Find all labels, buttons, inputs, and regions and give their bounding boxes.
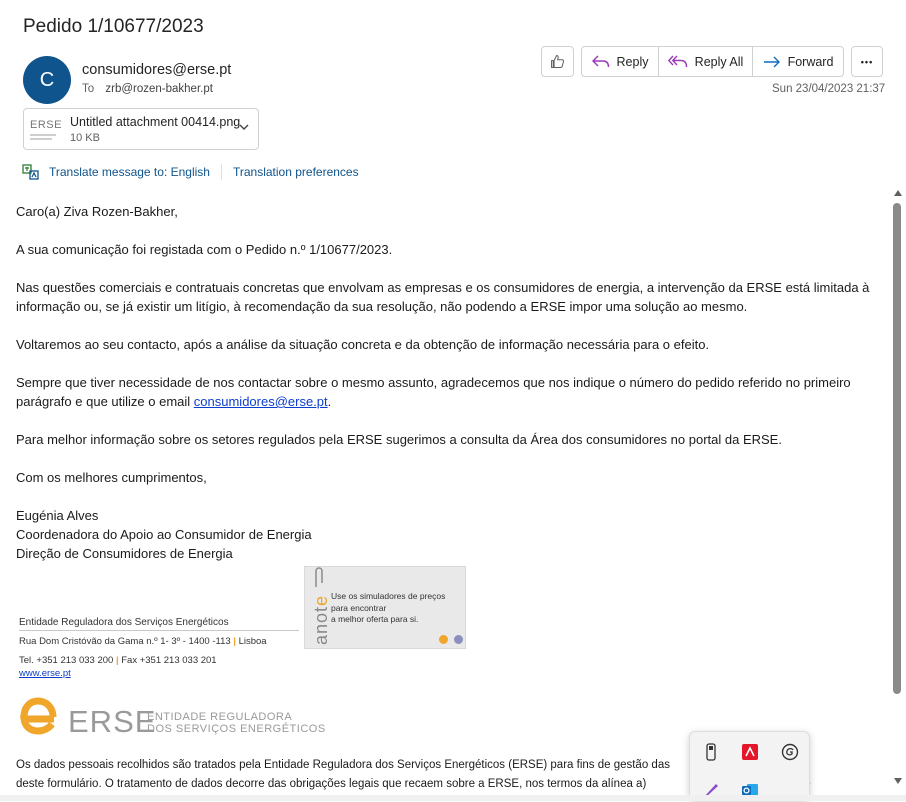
signature-department: Direção de Consumidores de Energia <box>16 546 233 561</box>
more-actions-button[interactable] <box>851 46 883 77</box>
paperclip-icon <box>313 565 325 589</box>
like-button[interactable] <box>541 46 574 77</box>
grammarly-icon[interactable] <box>778 740 802 764</box>
reply-all-icon <box>668 55 688 69</box>
chevron-down-icon[interactable] <box>238 121 250 133</box>
body-paragraph: Nas questões comerciais e contratuais concretas que envolvam as empresas e os consumidores de energia, a intervenção da ERSE está limitada à informação ou, se já existir um litígio, à recomendação da sua resolução, não podendo a ERSE impor uma solução ao mesmo. <box>16 280 870 314</box>
scrollbar-thumb[interactable] <box>893 203 901 694</box>
reply-icon <box>592 55 610 69</box>
translate-icon <box>22 163 40 181</box>
divider <box>221 164 222 180</box>
flame-icon <box>454 635 463 644</box>
privacy-notice: Os dados pessoais recolhidos são tratados pela Entidade Reguladora dos Serviços Energéticos (ERSE) para fins de gestão das deste formulário. O tratamento de dados decorre das obrigações legais que recaem sobre a ERSE, nos termos da alínea a) <box>16 759 670 790</box>
organization-contact <box>19 617 299 679</box>
anote-text: Use os simuladores de preços para encontrar a melhor oferta para si. <box>331 591 446 624</box>
body-paragraph: Voltaremos ao seu contacto, após a análise da situação concreta e da obtenção de informação necessária para o efeito. <box>16 337 710 352</box>
body-paragraph: Para melhor informação sobre os setores regulados pela ERSE sugerimos a consulta da Área dos consumidores no portal da ERSE. <box>16 432 782 447</box>
attachment-thumb-text: ERSE <box>30 119 62 131</box>
message-timestamp: Sun 23/04/2023 21:37 <box>772 83 886 95</box>
forward-button[interactable] <box>753 47 843 76</box>
more-dots-icon: ••• <box>860 56 874 67</box>
scroll-down-arrow-icon[interactable] <box>894 778 902 784</box>
organization-name: Entidade Reguladora dos Serviços Energéticos <box>19 617 299 631</box>
organization-phone: Tel. +351 213 033 200 | Fax +351 213 033 201 <box>19 655 217 666</box>
reply-button[interactable] <box>582 47 659 76</box>
lightbulb-icon <box>439 635 448 644</box>
signature-name: Eugénia Alves <box>16 508 99 523</box>
closing: Com os melhores cumprimentos, <box>16 470 207 485</box>
recipient-line <box>82 83 213 95</box>
email-link[interactable]: consumidores@erse.pt <box>193 394 328 409</box>
thumbs-up-icon <box>549 53 566 70</box>
sender-avatar[interactable] <box>23 56 71 104</box>
recipient-address[interactable]: zrb@rozen-bakher.pt <box>105 83 213 95</box>
organization-website-link[interactable]: www.erse.pt <box>19 668 71 679</box>
thumb-lines <box>30 138 52 140</box>
translation-bar <box>22 163 359 181</box>
forward-arrow-icon <box>763 55 781 69</box>
reply-all-button[interactable] <box>659 47 753 76</box>
to-label: To <box>82 83 95 95</box>
message-actions <box>581 46 844 77</box>
erse-logo <box>16 695 326 739</box>
message-body <box>16 202 884 563</box>
sender-address[interactable]: consumidores@erse.pt <box>82 62 232 78</box>
greeting: Caro(a) Ziva Rozen-Bakher, <box>16 204 178 219</box>
reply-all-label: Reply All <box>694 54 744 69</box>
erse-wordmark: ERSE <box>68 704 157 739</box>
attachment-size: 10 KB <box>70 132 100 144</box>
system-tray-overflow <box>689 731 810 801</box>
reply-label: Reply <box>616 54 649 69</box>
attachment-name: Untitled attachment 00414.png <box>70 115 241 129</box>
translate-message-link[interactable]: Translate message to: English <box>49 165 210 179</box>
body-text: . <box>327 394 332 409</box>
erse-tagline: ENTIDADE REGULADORA DOS SERVIÇOS ENERGÉTICOS <box>147 711 326 735</box>
anote-banner[interactable] <box>304 566 466 649</box>
thumb-lines <box>30 134 56 136</box>
attachment-thumbnail <box>30 117 62 143</box>
translation-preferences-link[interactable]: Translation preferences <box>232 165 359 179</box>
signature-role: Coordenadora do Apoio ao Consumidor de Energia <box>16 527 312 542</box>
usb-device-icon[interactable] <box>699 740 723 764</box>
forward-label: Forward <box>787 54 834 69</box>
vertical-scrollbar[interactable] <box>889 186 906 792</box>
anote-logo: anote <box>311 594 331 645</box>
status-bar <box>0 795 906 801</box>
body-paragraph: A sua comunicação foi registada com o Pedido n.º 1/10677/2023. <box>16 242 393 257</box>
signature <box>16 506 884 563</box>
attachment-card[interactable] <box>23 108 259 150</box>
email-subject: Pedido 1/10677/2023 <box>23 16 204 37</box>
organization-address: Rua Dom Cristóvão da Gama n.º 1- 3º - 1400 -113 | Lisboa <box>19 636 267 647</box>
body-paragraph <box>16 373 884 411</box>
erse-e-icon <box>16 695 58 737</box>
scroll-up-arrow-icon[interactable] <box>894 190 902 196</box>
body-text: Sempre que tiver necessidade de nos contactar sobre o mesmo assunto, agradecemos que nos indique o número do pedido referido no primeiro parágrafo e que utilize o email <box>16 375 851 409</box>
acrobat-icon[interactable] <box>738 740 762 764</box>
avatar-initial: C <box>39 68 55 91</box>
